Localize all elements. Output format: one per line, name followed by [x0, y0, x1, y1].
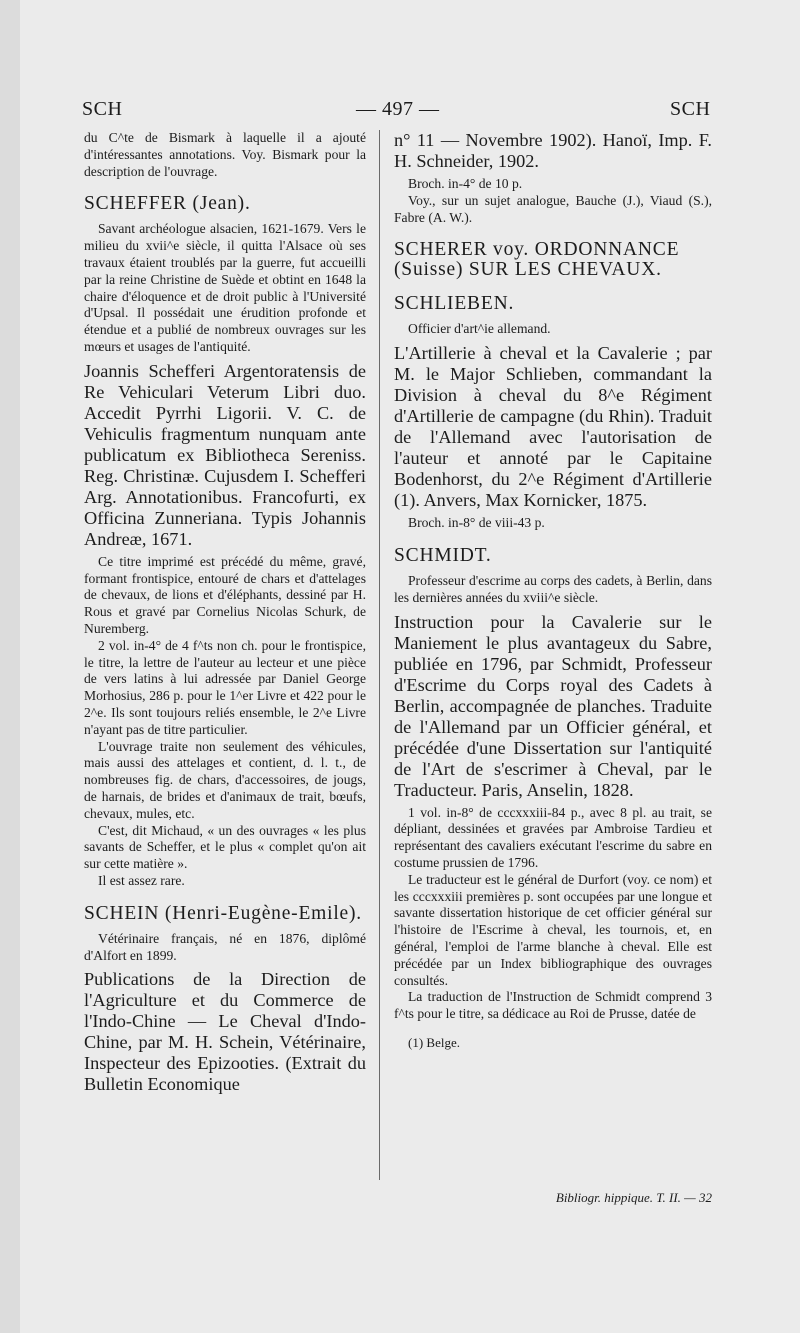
- running-head-right: SCH: [670, 98, 711, 120]
- entry-note: Il est assez rare.: [98, 872, 185, 888]
- entry-title-scheffer: Joannis Schefferi Argentoratensis de Re Vehiculari Veterum Libri duo. Accedit Pyrrhi Ligorii. V. C. de Vehiculis fragmentum nunquam ante publicatum ex Bibliotheca Sereniss. Reg. Christinæ. Cujusdem I. Schefferi Arg. Annotationibus. Francofurti, ex Officina Zunneriana. Typis Johannis Andreæ, 1671.: [84, 360, 366, 549]
- entry-bio-scheffer: Savant archéologue alsacien, 1621-1679. Vers le milieu du xvii^e siècle, il quitta l'Alsace où ses travaux étaient troublés par la guerre, fut accueilli par la reine Christine de Suède et obtint en 1648 la chaire d'éloquence et de droit public à l'Université d'Upsal. Il possédait une érudition profonde et étendue et a publié de nombreux ouvrages sur les mœurs et usages de l'antiquité.: [84, 221, 366, 354]
- entry-note: Broch. in-4° de 10 p.: [408, 176, 523, 191]
- entry-bio-schein: Vétérinaire français, né en 1876, diplômé d'Alfort en 1899.: [84, 930, 366, 963]
- entry-bio-schlieben: Officier d'art^ie allemand.: [408, 321, 551, 337]
- book-page: [20, 0, 800, 1333]
- entry-note: L'ouvrage traite non seulement des véhicules, mais aussi des attelages et contient, d. l. t., de nombreuses fig. de chars, d'accessoires, de jougs, de harnais, de brides et d'animaux de trait, bœufs, chevaux, mules, etc.: [84, 738, 366, 821]
- entry-title-schein: Publications de la Direction de l'Agriculture et du Commerce de l'Indo-Chine — Le Cheval d'Indo-Chine, par M. H. Schein, Vétérinaire, Inspecteur des Epizooties. (Extrait du Bulletin Economique: [84, 969, 366, 1095]
- right-column: [394, 130, 712, 1052]
- entry-heading-schmidt: SCHMIDT.: [394, 544, 492, 566]
- entry-title-continued: n° 11 — Novembre 1902). Hanoï, Imp. F. H. Schneider, 1902.: [394, 130, 712, 171]
- page-number: — 497 —: [356, 98, 440, 120]
- entry-title-schlieben: L'Artillerie à cheval et la Cavalerie ; par M. le Major Schlieben, commandant la Division à cheval du 8^e Régiment d'Artillerie de campagne (du Rhin). Traduit de l'Allemand avec l'autorisation de l'auteur et annoté par le Capitaine Bodenhorst, du 2^e Régiment d'Artillerie (1). Anvers, Max Kornicker, 1875.: [394, 343, 712, 511]
- entry-note: 2 vol. in-4° de 4 f^ts non ch. pour le frontispice, le titre, la lettre de l'auteur au lecteur et une pièce de vers latins à lui adressée par Daniel George Morhosius, 286 p. pour le 1^er Livre et 422 pour le 2^e. Ils sont toujours reliés ensemble, le 2^e Livre n'ayant pas de titre particulier.: [84, 637, 366, 737]
- entry-heading-scheffer: SCHEFFER (Jean).: [84, 193, 251, 215]
- left-column: [84, 130, 366, 1099]
- entry-title-schmidt: Instruction pour la Cavalerie sur le Maniement le plus avantageux du Sabre, publiée en 1796, par Schmidt, Professeur d'Escrime du Corps royal des Cadets à Berlin, accompagnée de planches. Traduite de l'Allemand par un Officier général, et précédée d'une Dissertation sur l'antiquité de l'Art de s'escrimer à Cheval, par le Traducteur. Paris, Anselin, 1828.: [394, 611, 712, 800]
- entry-note: Voy., sur un sujet analogue, Bauche (J.), Viaud (S.), Fabre (A. W.).: [394, 192, 712, 225]
- entry-note: La traduction de l'Instruction de Schmidt comprend 3 f^ts pour le titre, sa dédicace au Roi de Prusse, datée de: [394, 989, 712, 1022]
- entry-note: 1 vol. in-8° de cccxxxiii-84 p., avec 8 pl. au trait, se dépliant, dessinées et gravées par Ambroise Tardieu et représentant des cavaliers exécutant l'escrime du sabre en costume prussien de 1796.: [394, 804, 712, 870]
- running-head-left: SCH: [82, 98, 123, 120]
- entry-note: C'est, dit Michaud, « un des ouvrages « les plus savants de Scheffer, et le plus « complet qu'on ait sur cette matière ».: [84, 822, 366, 872]
- entry-bio-schmidt: Professeur d'escrime au corps des cadets, à Berlin, dans les dernières années du xviii^e siècle.: [394, 572, 712, 605]
- entry-note: Ce titre imprimé est précédé du même, gravé, formant frontispice, entouré de chars et d'attelages de chevaux, de lions et d'éléphants, dessiné par H. Rous et gravé par Cornelius Nicolas Schurk, de Nuremberg.: [84, 553, 366, 636]
- footnote: (1) Belge.: [408, 1034, 460, 1050]
- column-divider: [379, 130, 380, 1180]
- intro-text: du C^te de Bismark à laquelle il a ajouté d'intéressantes annotations. Voy. Bismark pour la description de l'ouvrage.: [84, 130, 366, 179]
- entry-heading-schein: SCHEIN (Henri-Eugène-Emile).: [84, 902, 362, 924]
- signature-mark: Bibliogr. hippique. T. II. — 32: [555, 1190, 712, 1205]
- entry-heading-scherer: SCHERER voy. ORDONNANCE (Suisse) SUR LES CHEVAUX.: [394, 239, 680, 281]
- entry-heading-schlieben: SCHLIEBEN.: [394, 293, 515, 315]
- entry-note: Le traducteur est le général de Durfort (voy. ce nom) et les cccxxxiii premières p. sont occupées par une longue et savante dissertation historique de cet officier général sur l'histoire de l'Escrime à cheval, les tournois, et, en général, l'emploi de l'arme blanche à cheval. Elle est précédée par un Index bibliographique des ouvrages consultés.: [394, 871, 712, 988]
- entry-note: Broch. in-8° de viii-43 p.: [408, 515, 545, 531]
